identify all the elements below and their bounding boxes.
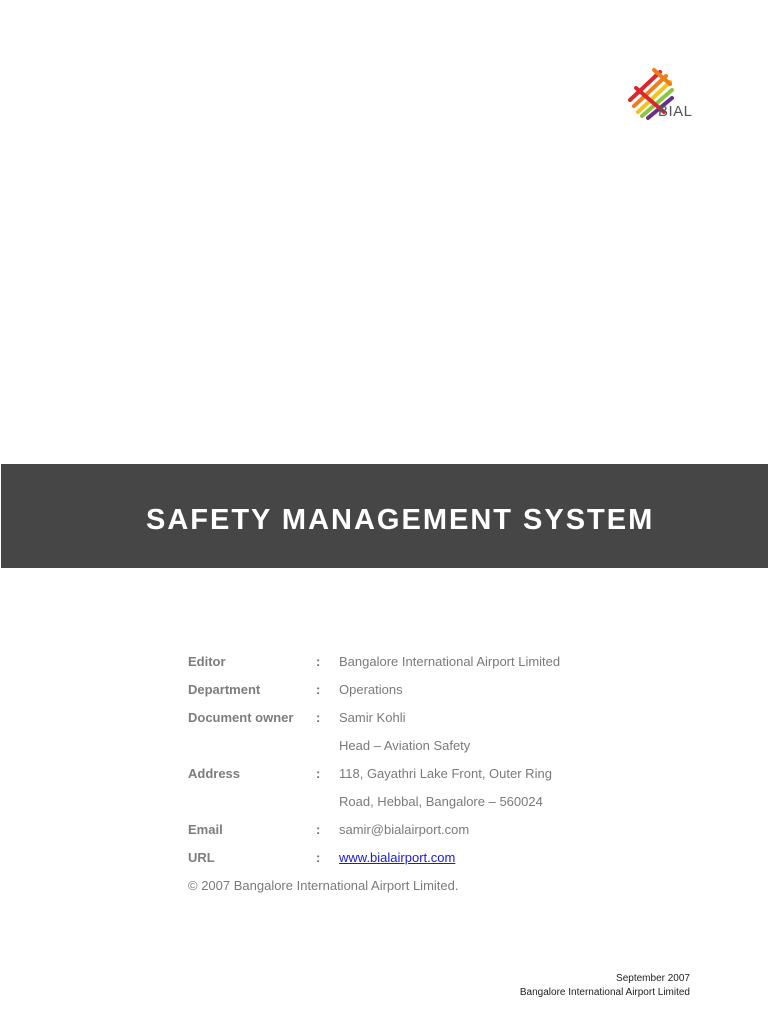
copyright-notice: © 2007 Bangalore International Airport Limited. bbox=[188, 878, 459, 893]
url-value bbox=[339, 846, 455, 869]
url-link[interactable]: www.bialairport.com bbox=[339, 850, 456, 865]
owner-title-value: Head – Aviation Safety bbox=[339, 738, 471, 753]
department-row bbox=[188, 678, 608, 706]
url-colon: : bbox=[316, 850, 321, 865]
editor-colon: : bbox=[316, 654, 321, 669]
address-label: Address bbox=[188, 766, 241, 781]
url-row bbox=[188, 846, 608, 874]
address-row bbox=[188, 762, 608, 790]
document-info bbox=[188, 650, 608, 874]
footer-date: September 2007 bbox=[616, 973, 690, 984]
email-row bbox=[188, 818, 608, 846]
email-colon: : bbox=[316, 822, 321, 837]
bial-logo bbox=[626, 66, 702, 126]
department-label: Department bbox=[188, 682, 261, 697]
editor-label: Editor bbox=[188, 654, 226, 669]
editor-row bbox=[188, 650, 608, 678]
footer-company: Bangalore International Airport Limited bbox=[519, 987, 690, 998]
document-title: SAFETY MANAGEMENT SYSTEM bbox=[146, 504, 655, 536]
page-footer bbox=[520, 972, 690, 1000]
url-label: URL bbox=[188, 850, 215, 865]
address-row-2 bbox=[188, 790, 608, 818]
email-value: samir@bialairport.com bbox=[339, 822, 470, 837]
logo-text: BIAL bbox=[658, 103, 693, 120]
email-label: Email bbox=[188, 822, 223, 837]
department-value: Operations bbox=[339, 682, 403, 697]
address-colon: : bbox=[316, 766, 321, 781]
editor-value: Bangalore International Airport Limited bbox=[339, 654, 561, 669]
owner-row bbox=[188, 706, 608, 734]
owner-colon: : bbox=[316, 710, 321, 725]
address-line1: 118, Gayathri Lake Front, Outer Ring bbox=[339, 766, 552, 781]
department-colon: : bbox=[316, 682, 321, 697]
owner-label: Document owner bbox=[188, 710, 294, 725]
owner-value: Samir Kohli bbox=[339, 710, 406, 725]
owner-title-row bbox=[188, 734, 608, 762]
address-line2: Road, Hebbal, Bangalore – 560024 bbox=[339, 794, 543, 809]
